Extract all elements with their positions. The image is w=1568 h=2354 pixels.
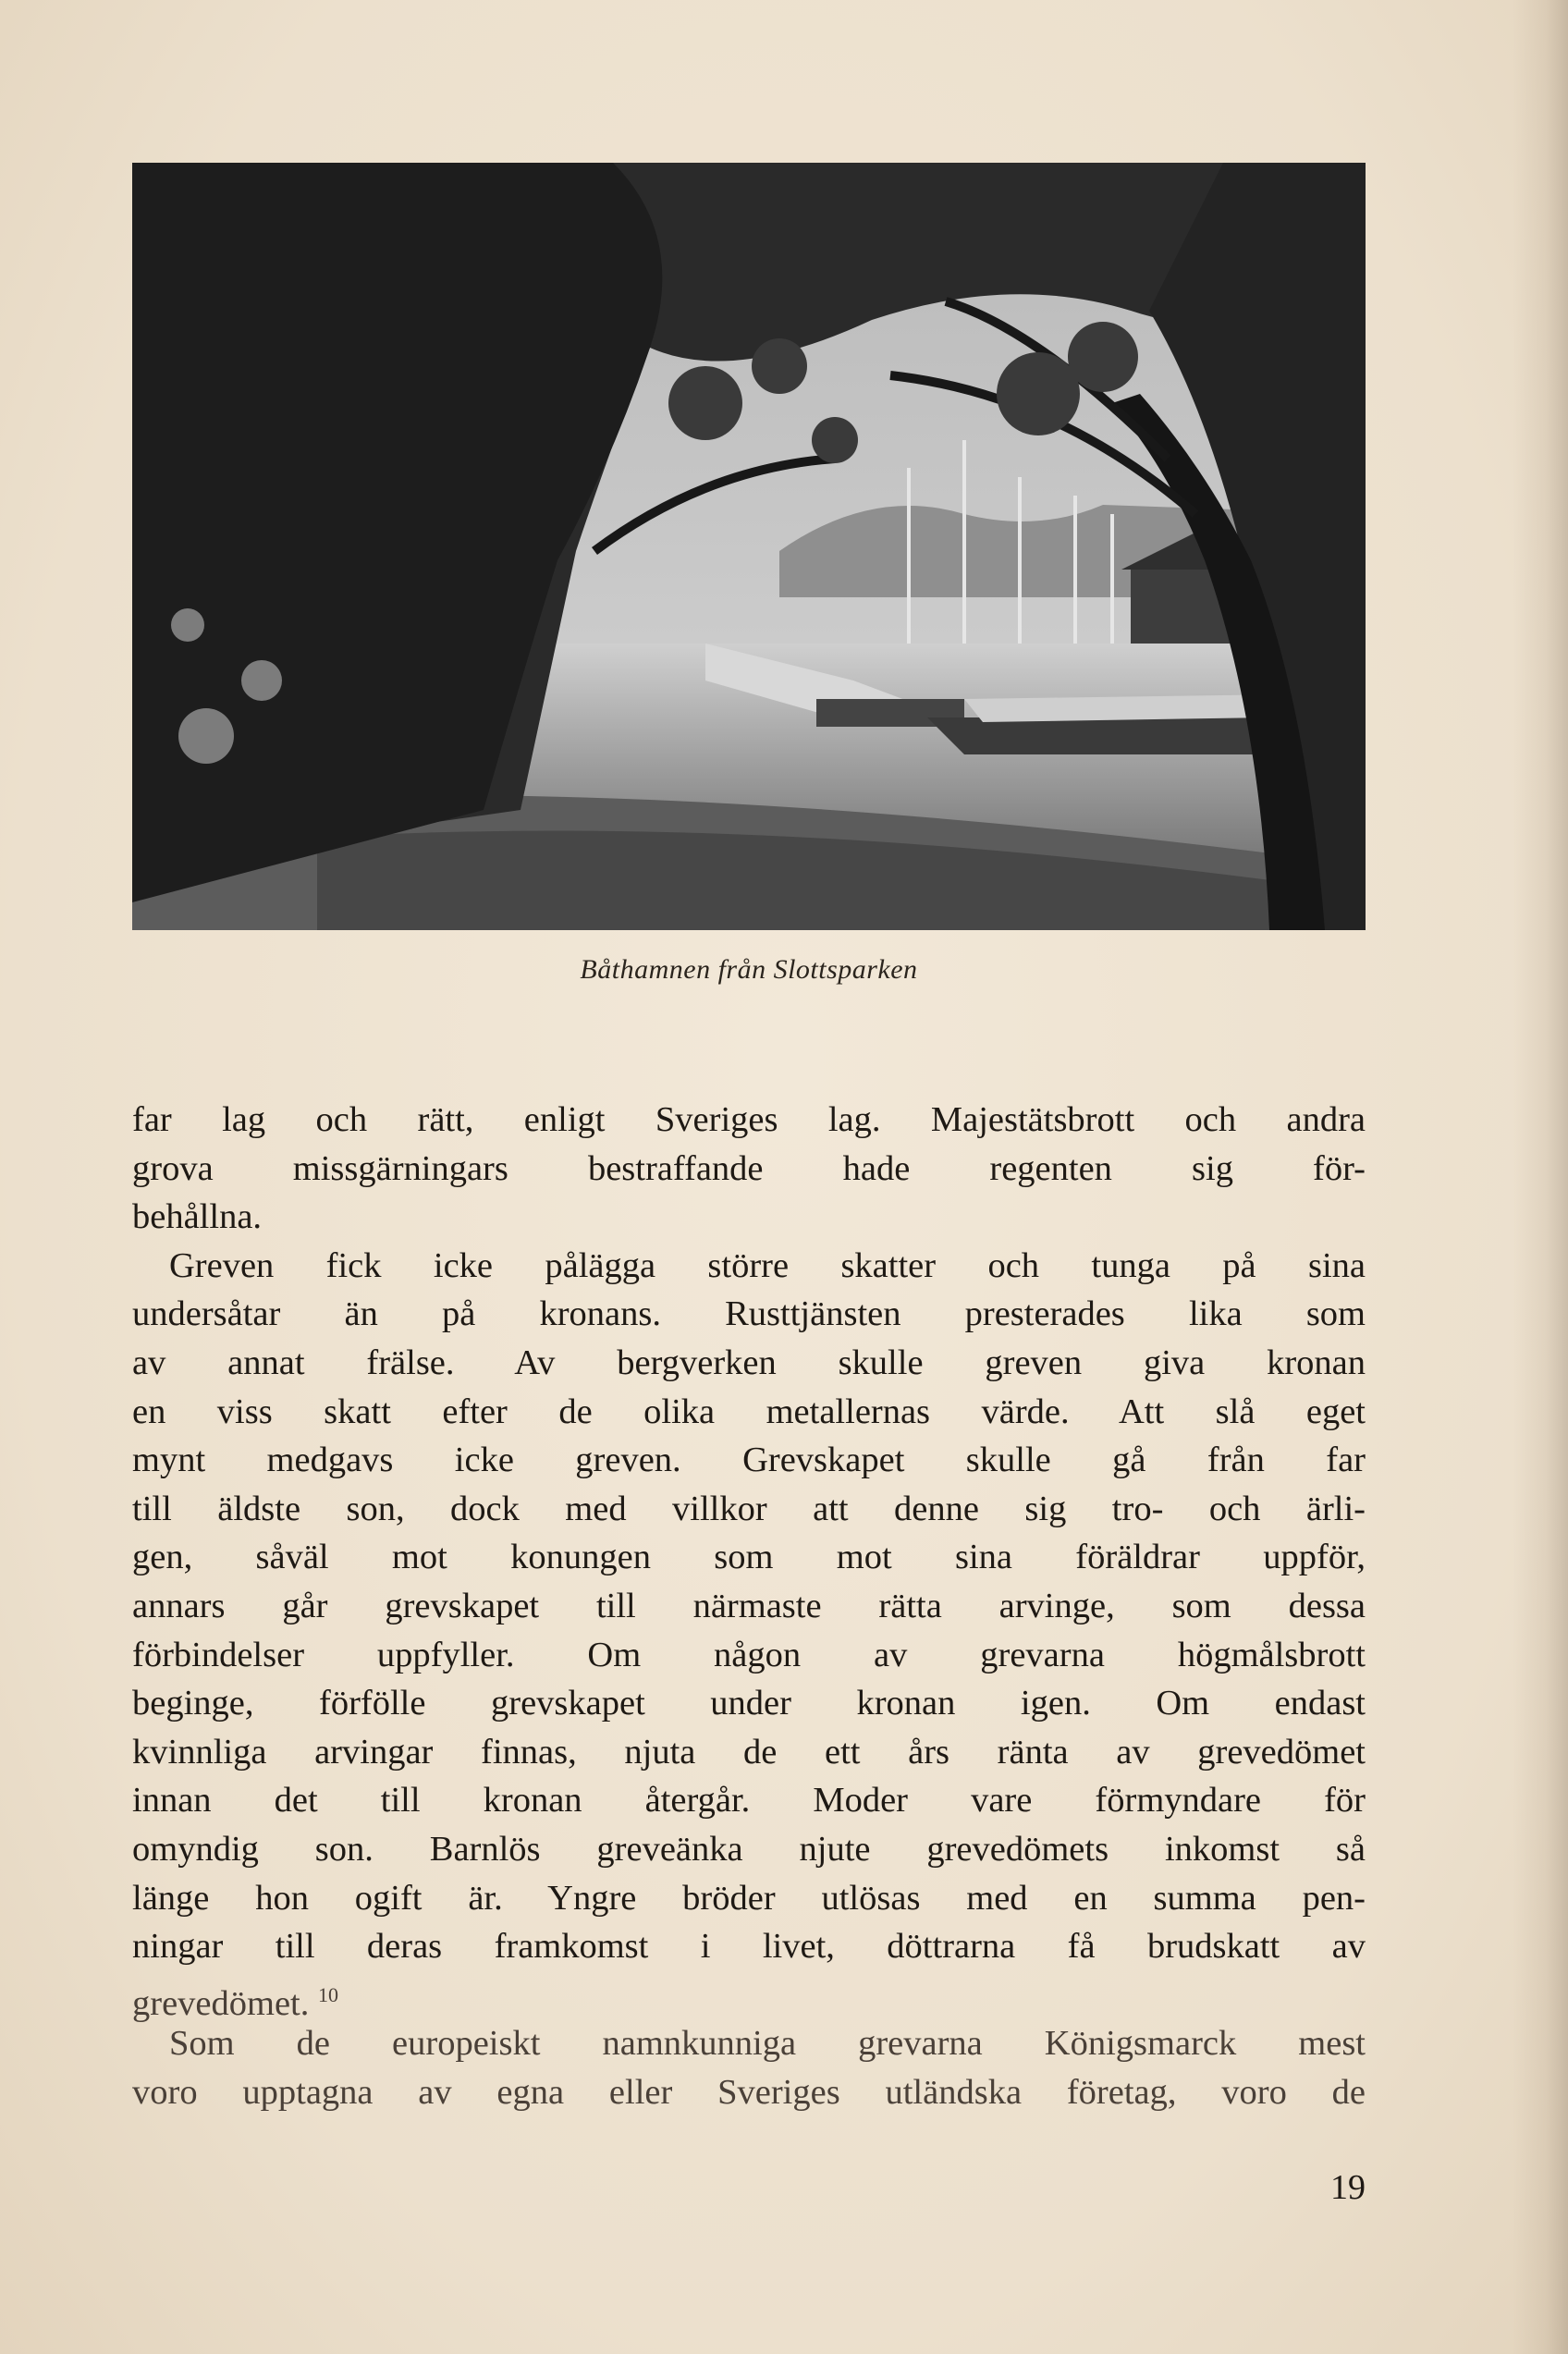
text-line: mynt medgavs icke greven. Grevskapet skulle gå från far (132, 1441, 1366, 1480)
text-line-content: grevedömet. (132, 1983, 310, 2023)
text-line: Greven fick icke pålägga större skatter och tunga på sina (169, 1245, 1366, 1285)
text-line: till äldste son, dock med villkor att denne sig tro- och ärli- (132, 1489, 1366, 1528)
text-line-with-footnote (132, 1971, 1366, 2023)
text-line: annars går grevskapet till närmaste rätta arvinge, som dessa (132, 1586, 1366, 1625)
text-line: ningar till deras framkomst i livet, döttrarna få brudskatt av (132, 1927, 1366, 1967)
footnote-reference: 10 (317, 1982, 338, 2006)
text-line: grova missgärningars bestraffande hade regenten sig för- (132, 1148, 1366, 1188)
body-text (132, 1096, 1366, 2116)
photo-caption: Båthamnen från Slottsparken (580, 954, 918, 985)
text-line: förbindelser uppfyller. Om någon av grevarna högmålsbrott (132, 1635, 1366, 1674)
text-line: av annat frälse. Av bergverken skulle greven giva kronan (132, 1343, 1366, 1382)
text-line: voro upptagna av egna eller Sveriges utländska företag, voro de (132, 2072, 1366, 2112)
page-number: 19 (1330, 2168, 1366, 2207)
text-line: behållna. (132, 1197, 263, 1237)
harbor-photograph (132, 163, 1366, 930)
text-line: en viss skatt efter de olika metallernas värde. Att slå eget (132, 1392, 1366, 1431)
text-line: länge hon ogift är. Yngre bröder utlösas med en summa pen- (132, 1878, 1366, 1918)
text-line: omyndig son. Barnlös greveänka njute grevedömets inkomst så (132, 1829, 1366, 1869)
text-line: undersåtar än på kronans. Rusttjänsten presterades lika som (132, 1294, 1366, 1334)
lake-harbor-photo-icon (132, 163, 1366, 930)
text-line: beginge, förfölle grevskapet under kronan igen. Om endast (132, 1684, 1366, 1723)
page-spine-shadow (1513, 0, 1568, 2354)
text-line: Som de europeiskt namnkunniga grevarna Königsmarck mest (169, 2024, 1366, 2064)
text-line: kvinnliga arvingar finnas, njuta de ett års ränta av grevedömet (132, 1732, 1366, 1772)
text-line: gen, såväl mot konungen som mot sina föräldrar uppför, (132, 1538, 1366, 1577)
text-line: innan det till kronan återgår. Moder vare förmyndare för (132, 1781, 1366, 1821)
text-line: far lag och rätt, enligt Sveriges lag. Majestätsbrott och andra (132, 1100, 1366, 1139)
